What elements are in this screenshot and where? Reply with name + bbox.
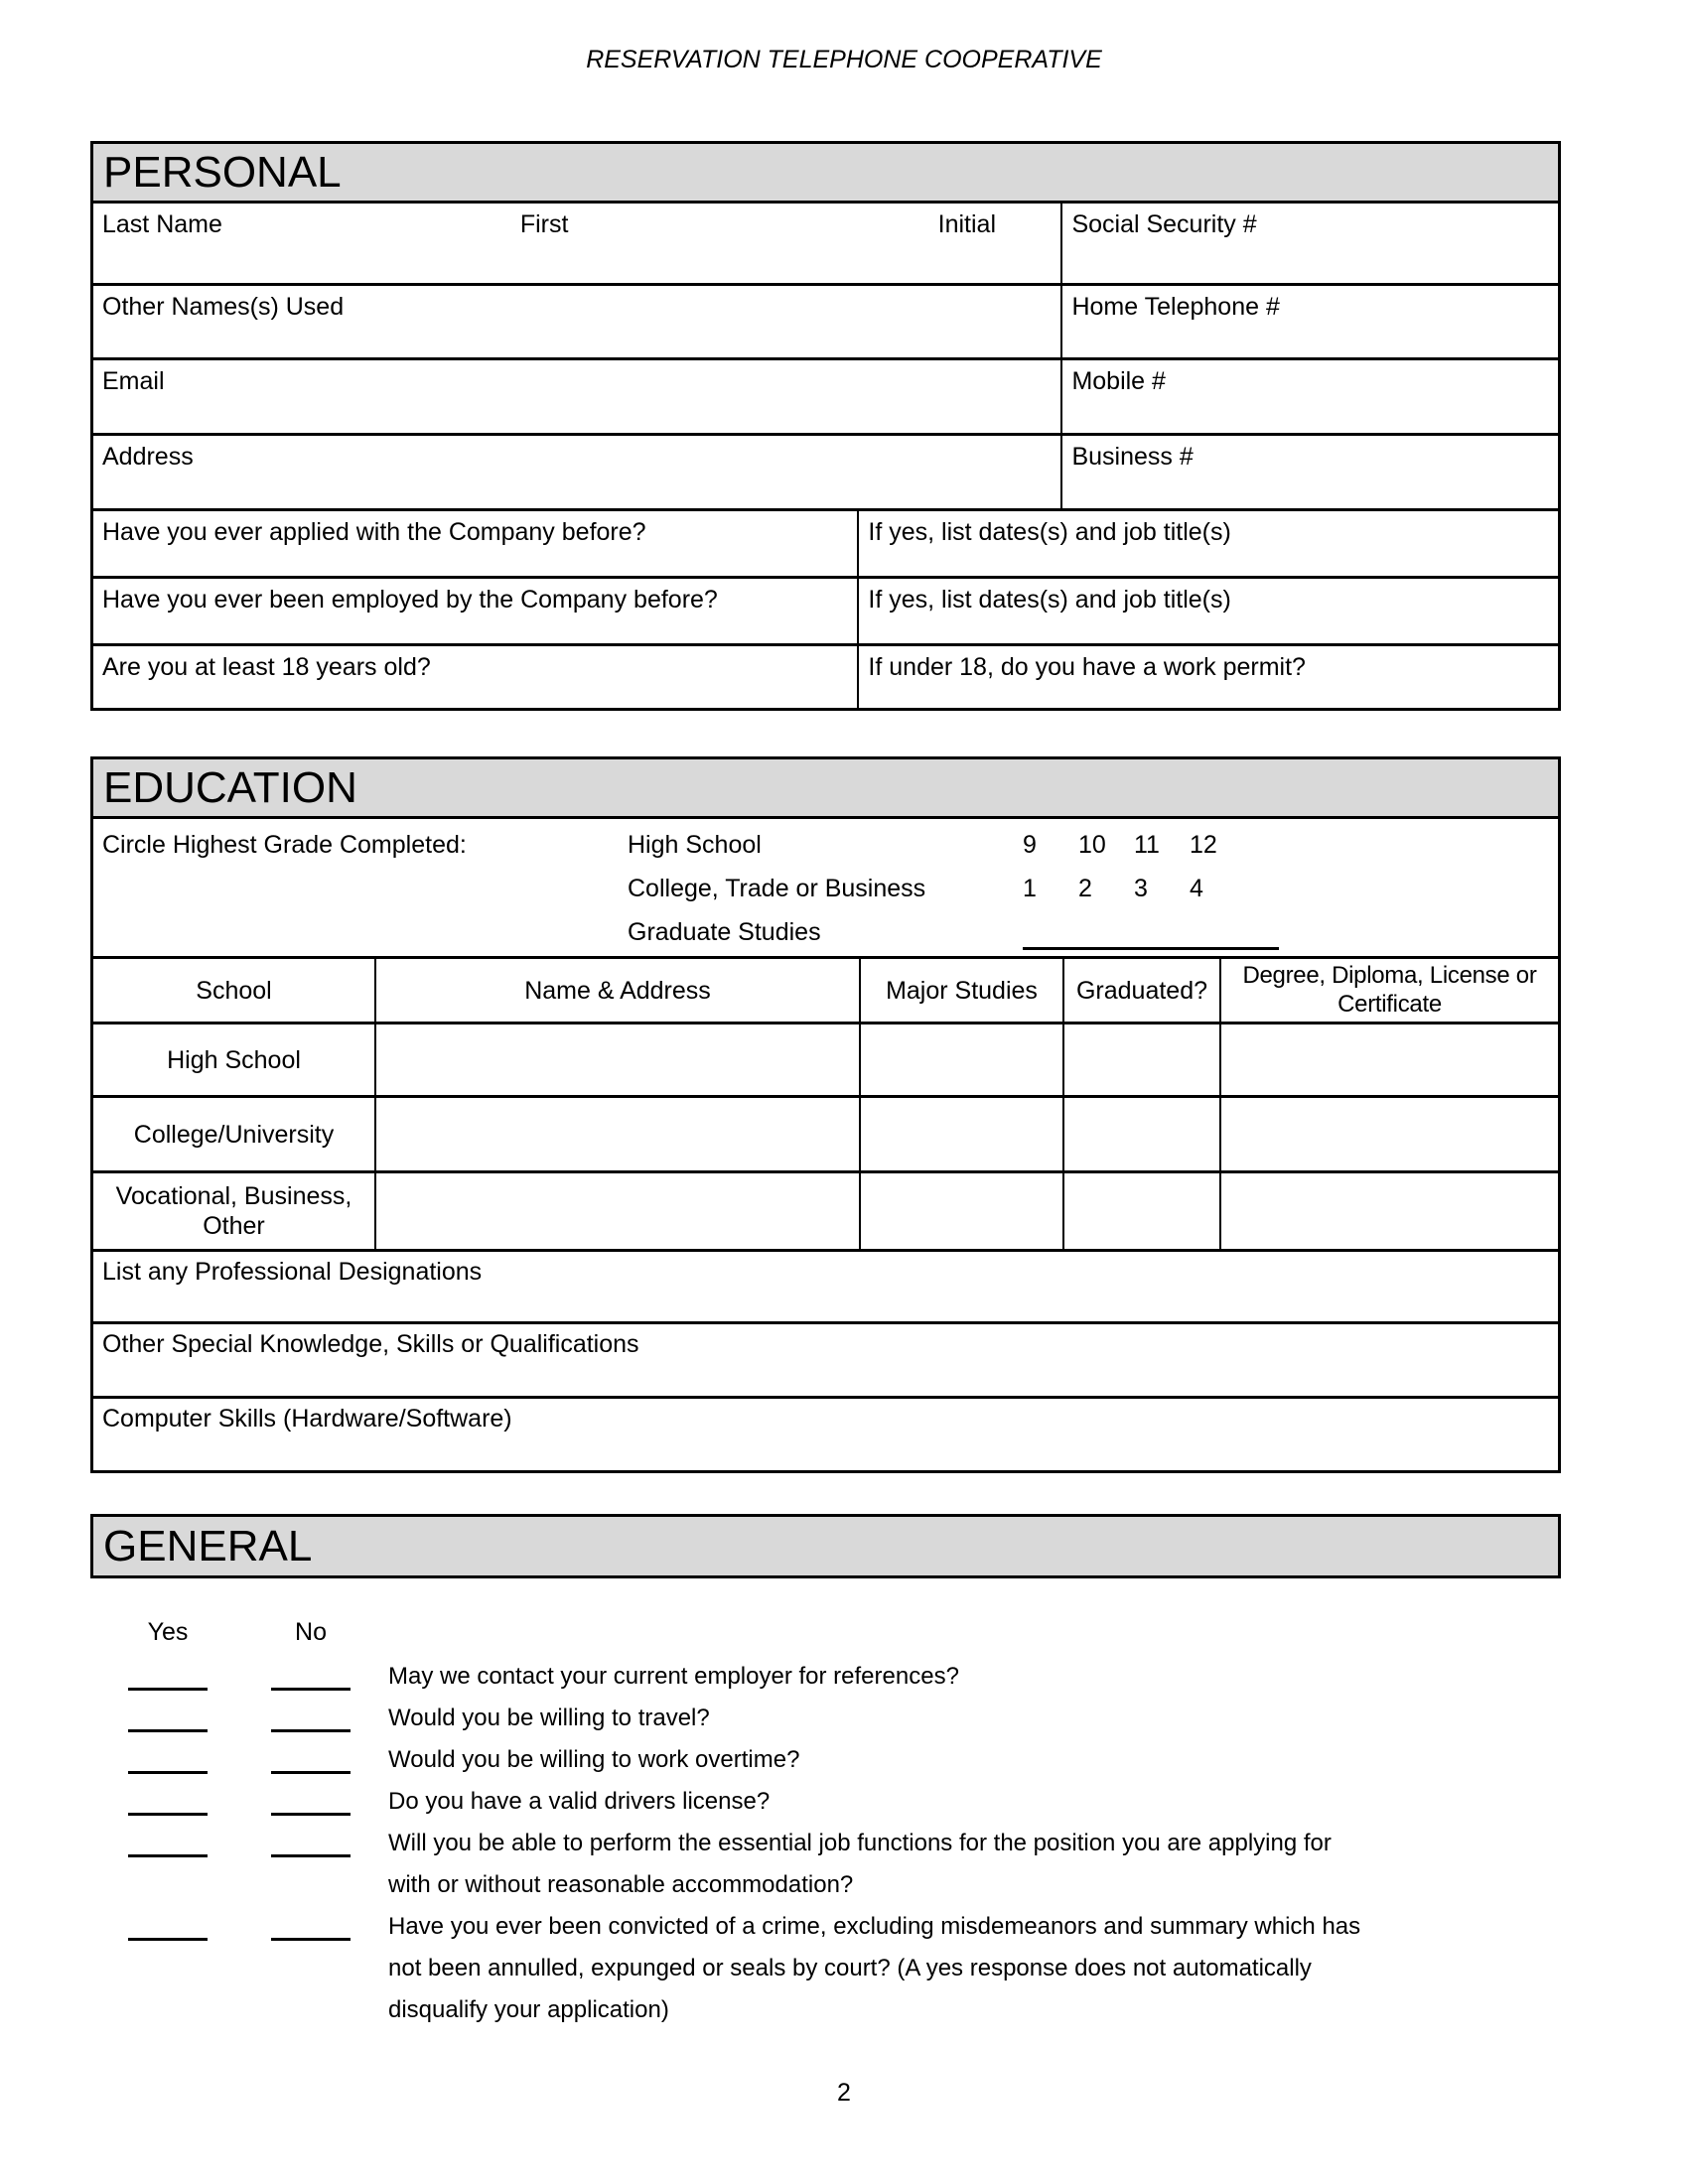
mobile-field-label: Mobile # — [1071, 367, 1166, 395]
yes-blank-line — [128, 1771, 208, 1774]
empty-cell — [1064, 1173, 1221, 1249]
other-names-field-label: Other Names(s) Used — [93, 286, 1062, 357]
no-blank-line — [271, 1938, 351, 1941]
no-column-label: No — [295, 1618, 327, 1646]
empty-cell — [861, 1098, 1064, 1170]
document-title: RESERVATION TELEPHONE COOPERATIVE — [586, 46, 1102, 73]
question-row-drivers-license — [91, 1781, 1366, 1823]
empty-cell — [1064, 1098, 1221, 1170]
question-row-convicted — [91, 1906, 1366, 2031]
empty-cell — [1064, 1024, 1221, 1095]
personal-section-header: PERSONAL — [93, 144, 1558, 204]
high-school-table-row — [93, 1022, 1558, 1095]
degree-column-header: Degree, Diploma, License or Certificate — [1242, 961, 1537, 1018]
general-section-header: GENERAL — [90, 1514, 1561, 1578]
college-university-table-row — [93, 1095, 1558, 1170]
vocational-row-label: Vocational, Business, Other — [93, 1173, 376, 1249]
yes-blank-line — [128, 1729, 208, 1732]
name-fields-cell — [93, 204, 1062, 283]
name-address-column-header: Name & Address — [376, 959, 861, 1022]
last-name-field-label: Last Name — [102, 210, 222, 238]
vocational-table-row — [93, 1170, 1558, 1249]
empty-cell — [1221, 1024, 1558, 1095]
empty-cell — [376, 1024, 861, 1095]
yes-blank-line — [128, 1854, 208, 1857]
initial-field-label: Initial — [937, 210, 997, 238]
no-blank-line — [271, 1854, 351, 1857]
question-text: Have you ever been convicted of a crime, excluding misdemeanors and summary which has not been annulled, expunged or seals by court? (A yes response does not automatically disqualify your application) — [388, 1913, 1361, 2023]
employed-before-detail-label: If yes, list dates(s) and job title(s) — [868, 586, 1231, 614]
yes-blank-line — [128, 1688, 208, 1691]
yes-no-column-headers — [91, 1618, 351, 1647]
graduated-column-header: Graduated? — [1064, 959, 1221, 1022]
yes-blank-line — [128, 1938, 208, 1941]
first-name-field-label: First — [519, 210, 569, 238]
home-telephone-field-label: Home Telephone # — [1071, 293, 1280, 321]
empty-cell — [861, 1024, 1064, 1095]
college-grade-row — [628, 867, 1279, 910]
grade-option-4: 4 — [1190, 874, 1203, 902]
general-questions — [91, 1656, 1366, 2031]
email-row — [93, 357, 1558, 433]
question-text: Do you have a valid drivers license? — [388, 1788, 771, 1815]
grade-completed-block — [93, 819, 1558, 956]
grade-rows — [628, 823, 1279, 954]
college-university-row-label: College/University — [93, 1098, 376, 1170]
college-grade-options — [1023, 875, 1245, 903]
email-field-label: Email — [93, 360, 1062, 433]
education-table — [93, 956, 1558, 1249]
question-row-overtime — [91, 1739, 1366, 1781]
work-permit-question: If under 18, do you have a work permit? — [868, 653, 1306, 681]
grade-option-9: 9 — [1023, 830, 1037, 859]
education-section-header: EDUCATION — [93, 759, 1558, 819]
no-blank-line — [271, 1729, 351, 1732]
question-row-references — [91, 1656, 1366, 1698]
no-blank-line — [271, 1813, 351, 1816]
high-school-grade-options — [1023, 831, 1245, 860]
computer-skills-field: Computer Skills (Hardware/Software) — [93, 1396, 1558, 1470]
grade-option-1: 1 — [1023, 874, 1037, 902]
major-studies-column-header: Major Studies — [861, 959, 1064, 1022]
grade-option-3: 3 — [1134, 874, 1148, 902]
grade-option-10: 10 — [1078, 830, 1106, 859]
empty-cell — [1221, 1098, 1558, 1170]
grade-option-12: 12 — [1190, 830, 1217, 859]
education-table-header-row — [93, 956, 1558, 1022]
question-text: Will you be able to perform the essential job functions for the position you are applying for with or without reasonable accommodation? — [388, 1830, 1332, 1898]
grade-option-2: 2 — [1078, 874, 1092, 902]
other-names-row — [93, 283, 1558, 357]
question-row-travel — [91, 1698, 1366, 1739]
empty-cell — [376, 1098, 861, 1170]
no-blank-line — [271, 1771, 351, 1774]
grade-completed-label: Circle Highest Grade Completed: — [102, 831, 467, 859]
professional-designations-field: List any Professional Designations — [93, 1249, 1558, 1321]
name-row — [93, 204, 1558, 283]
yes-column-label: Yes — [147, 1618, 189, 1646]
business-phone-field-label: Business # — [1071, 443, 1194, 471]
applied-before-question: Have you ever applied with the Company before? — [93, 511, 859, 576]
address-row — [93, 433, 1558, 508]
special-knowledge-field: Other Special Knowledge, Skills or Qualifications — [93, 1321, 1558, 1396]
yes-blank-line — [128, 1813, 208, 1816]
high-school-grade-row — [628, 823, 1279, 867]
education-section — [90, 756, 1561, 1473]
graduate-studies-label: Graduate Studies — [628, 917, 821, 946]
high-school-grade-label: High School — [628, 830, 762, 859]
empty-cell — [861, 1173, 1064, 1249]
graduate-studies-row — [628, 910, 1279, 954]
question-text: Would you be willing to travel? — [388, 1705, 710, 1731]
address-field-label: Address — [93, 436, 1062, 508]
question-text: May we contact your current employer for references? — [388, 1663, 959, 1690]
graduate-studies-blank-line — [1023, 914, 1279, 950]
personal-section — [90, 141, 1561, 711]
age-question: Are you at least 18 years old? — [93, 646, 859, 708]
question-text: Would you be willing to work overtime? — [388, 1746, 800, 1773]
no-blank-line — [271, 1688, 351, 1691]
empty-cell — [376, 1173, 861, 1249]
applied-before-detail-label: If yes, list dates(s) and job title(s) — [868, 518, 1231, 546]
empty-cell — [1221, 1173, 1558, 1249]
employed-before-row — [93, 576, 1558, 643]
college-grade-label: College, Trade or Business — [628, 874, 926, 902]
question-row-essential-functions — [91, 1823, 1366, 1906]
age-row — [93, 643, 1558, 708]
school-column-header: School — [93, 959, 376, 1022]
social-security-field-label: Social Security # — [1071, 210, 1257, 238]
page-number: 2 — [837, 2079, 851, 2107]
applied-before-row — [93, 508, 1558, 576]
grade-option-11: 11 — [1134, 830, 1160, 859]
high-school-row-label: High School — [93, 1024, 376, 1095]
employed-before-question: Have you ever been employed by the Company before? — [93, 579, 859, 643]
